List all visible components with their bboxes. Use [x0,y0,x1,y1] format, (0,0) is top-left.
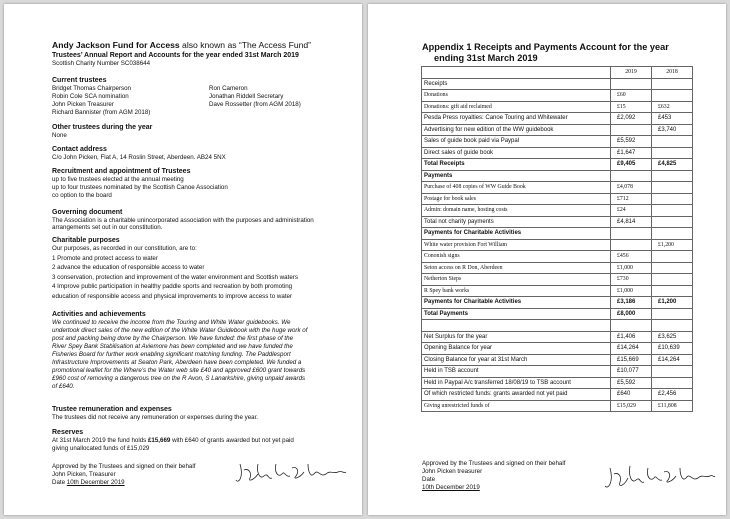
other-trustees-heading: Other trustees during the year [52,124,153,131]
value-2018: £3,740 [652,124,693,136]
table-row [422,113,693,125]
value-2018 [652,136,693,148]
table-row [422,377,693,389]
value-2019: £9,405 [611,159,652,171]
row-label: Total Payments [422,308,611,320]
table-row [422,170,693,182]
value-2018: £1,200 [652,239,693,251]
remuneration-heading: Trustee remuneration and expenses [52,406,172,413]
row-label: Advertising for new edition of the WW guidebook [422,124,611,136]
table-row [422,343,693,355]
row-label: Closing Balance for year at 31st March [422,354,611,366]
trustee-name: Jonathan Riddell Secretary [209,93,284,100]
reserves-line-2: giving unallocated funds of £15,029 [52,445,150,452]
trustee-name: Bridget Thomas Chairperson [52,85,131,92]
row-label: R Spey bank works [422,285,611,297]
row-label: Sales of guide book paid via Paypal [422,136,611,148]
value-2018: £14,264 [652,354,693,366]
table-row [422,308,693,320]
fund-name: Andy Jackson Fund for Access [52,40,180,50]
value-2018: £1,200 [652,297,693,309]
activities-line: undertook direct sales of the new edition of the White Water Guidebook with the huge work of [52,327,308,334]
row-label: Of which restricted funds: grants awarded not yet paid [422,389,611,401]
table-header-row [422,67,693,79]
value-2019: £2,092 [611,113,652,125]
table-row [422,216,693,228]
handwritten-signature [602,460,717,494]
fund-title [52,40,311,50]
approval-line: Approved by the Trustees and signed on their behalf [422,460,566,467]
value-2019: £5,592 [611,136,652,148]
row-label: Admin: domain name, hosting costs [422,205,611,217]
activities-line: River Spey Bank Stabilisation at Aviemore has been completed and we have funded the [52,343,293,350]
row-label: Total Receipts [422,159,611,171]
value-2019 [611,124,652,136]
value-2018 [652,262,693,274]
row-label: Payments [422,170,611,182]
appendix-title-line-1: Appendix 1 Receipts and Payments Account for the year [422,42,669,52]
value-2018: £11,808 [652,400,693,412]
header-label [422,67,611,79]
row-label: Donations: gift aid reclaimed [422,101,611,113]
value-2018: £4,825 [652,159,693,171]
row-label: Postage for book sales [422,193,611,205]
table-row [422,262,693,274]
value-2018: £3,625 [652,331,693,343]
table-row [422,228,693,240]
purpose-line: 1 Promote and protect access to water [52,254,158,262]
value-2018 [652,274,693,286]
purpose-line: 2 advance the education of responsible access to water [52,264,205,271]
reserves-text-start: At 31st March 2019 the fund holds [52,437,148,444]
row-label: Opening Balance for year [422,343,611,355]
row-label: Total not charity payments [422,216,611,228]
value-2019: £60 [611,90,652,102]
row-label: Netherton Steps [422,274,611,286]
governing-line: arrangements set out in our constitution. [52,224,163,231]
value-2019: £8,000 [611,308,652,320]
value-2019: £3,186 [611,297,652,309]
value-2018 [652,251,693,263]
contact-heading: Contact address [52,146,107,153]
table-row [422,320,693,332]
value-2019: £456 [611,251,652,263]
handwritten-signature [234,458,349,488]
value-2019: £4,078 [611,182,652,194]
date-value: 10th December 2019 [422,484,480,491]
value-2019: £24 [611,205,652,217]
value-2018 [652,285,693,297]
table-row [422,400,693,412]
value-2018 [652,377,693,389]
value-2019: £4,814 [611,216,652,228]
value-2019 [611,78,652,90]
table-row [422,182,693,194]
value-2018 [652,366,693,378]
recruitment-line: up to four trustees nominated by the Scottish Canoe Association [52,184,228,191]
receipts-payments-table [421,66,693,412]
value-2019: £712 [611,193,652,205]
table-row [422,147,693,159]
recruitment-line: up to five trustees elected at the annual meeting [52,176,184,183]
row-label [422,320,611,332]
header-2018: 2018 [652,67,693,79]
table-row [422,366,693,378]
date-line [52,479,125,487]
approval-line: John Picken treasurer [422,468,483,475]
table-row [422,159,693,171]
reserves-heading: Reserves [52,429,84,436]
value-2018: £632 [652,101,693,113]
report-title: Trustees’ Annual Report and Accounts for the year ended 31st March 2019 [52,52,299,59]
recruitment-heading: Recruitment and appointment of Trustees [52,168,191,175]
row-label: Cononish signs [422,251,611,263]
row-label: Purchase of 408 copies of WW Guide Book [422,182,611,194]
table-row [422,331,693,343]
value-2019: £1,647 [611,147,652,159]
recruitment-line: co option to the board [52,192,112,199]
table-row [422,274,693,286]
current-trustees-heading: Current trustees [52,77,107,84]
table-row [422,389,693,401]
value-2019: £15,669 [611,354,652,366]
value-2018 [652,90,693,102]
table-row [422,205,693,217]
approval-line: Date [422,476,436,483]
purpose-line: Our purposes, as recorded in our constitution, are to: [52,245,197,252]
reserves-line-1 [52,437,294,445]
trustee-name: Richard Bannister (from AGM 2018) [52,109,151,116]
activities-line: We continued to receive the income from the Touring and White Water guidebooks. We [52,319,291,326]
table-row [422,90,693,102]
row-label: Donations [422,90,611,102]
purposes-heading: Charitable purposes [52,237,120,244]
value-2018 [652,193,693,205]
table-row [422,136,693,148]
row-label: Giving unrestricted funds of [422,400,611,412]
receipts-payments-page [368,4,726,515]
row-label: Seton access on R Don, Aberdeen [422,262,611,274]
table-row [422,297,693,309]
table-row [422,239,693,251]
fund-alias: also known as “The Access Fund” [179,40,312,50]
table-row [422,193,693,205]
value-2018 [652,320,693,332]
value-2019: £5,592 [611,377,652,389]
value-2019: £15 [611,101,652,113]
purpose-line: 3 conservation, protection and improvement of the water environment and Scottish waters [52,273,298,281]
value-2018 [652,308,693,320]
value-2018 [652,228,693,240]
value-2019: £1,000 [611,285,652,297]
value-2019: £640 [611,389,652,401]
date-value: 10th December 2019 [66,479,125,486]
activities-line: Fisheries Board for further work enabling significant matching funding. The Paddlesport [52,351,291,358]
value-2018: £10,639 [652,343,693,355]
activities-line: Infrastructure Improvements at Seaton Park, Aberdeen have been completed. We funded a [52,359,302,366]
value-2018 [652,147,693,159]
row-label: Pesda Press royalties: Canoe Touring and Whitewater [422,113,611,125]
value-2018 [652,216,693,228]
charity-number: Scottish Charity Number SC038644 [52,60,151,67]
remuneration-text: The trustees did not receive any remuneration or expenses during the year. [52,414,259,421]
trustee-name: John Picken Treasurer [52,101,114,108]
trustee-name: Ron Cameron [209,85,248,92]
date-label: Date [52,479,67,486]
reserves-amount: £15,669 [147,437,171,444]
value-2019 [611,239,652,251]
activities-line: £960 cost of removing a dangerous tree on the R Avon, S Lanarkshire, giving unpaid awards [52,375,306,382]
header-2019: 2019 [611,67,652,79]
row-label: Held in TSB account [422,366,611,378]
table-row [422,101,693,113]
value-2019: £1,000 [611,262,652,274]
other-trustees-text: None [52,132,67,139]
value-2019: £15,029 [611,400,652,412]
governing-line: The Association is a charitable unincorporated association with the purposes and administration [52,217,314,224]
purpose-line: 4 Improve public participation in healthy paddle sports and recreation by both promoting [52,283,293,290]
value-2019 [611,170,652,182]
activities-line: post and packing being done by the Chairperson. We have funded: the first phase of the [52,335,294,342]
value-2018 [652,205,693,217]
trustee-name: Dave Rossetter (from AGM 2018) [209,101,301,108]
trustee-name: Robin Cole SCA nomination [52,93,129,100]
table-row [422,251,693,263]
contact-address: C/o John Picken, Flat A, 14 Roslin Street, Aberdeen. AB24 5NX [52,154,226,161]
value-2019: £14,264 [611,343,652,355]
reserves-text-end: with £640 of grants awarded but not yet paid [170,437,294,444]
row-label: Receipts [422,78,611,90]
table-row [422,78,693,90]
value-2018 [652,78,693,90]
value-2019 [611,320,652,332]
row-label: Held in Paypal A/c transferred 18/08/19 to TSB account [422,377,611,389]
row-label: Payments for Charitable Activities [422,228,611,240]
value-2019 [611,228,652,240]
value-2018 [652,182,693,194]
activities-line: of £640. [52,383,75,390]
trustees-report-page [4,4,362,515]
value-2018 [652,170,693,182]
approval-line: John Picken, Treasurer [52,471,116,478]
value-2018: £2,456 [652,389,693,401]
activities-line: promotional leaflet for the Where’s the Water web site £40 and approved £600 grant towards [52,367,306,374]
value-2019: £10,077 [611,366,652,378]
governing-heading: Governing document [52,209,123,216]
value-2019: £1,406 [611,331,652,343]
value-2018: £453 [652,113,693,125]
row-label: Payments for Charitable Activities [422,297,611,309]
appendix-title-line-2: ending 31st March 2019 [434,53,538,63]
row-label: Direct sales of guide book [422,147,611,159]
table-row [422,285,693,297]
approval-line: Approved by the Trustees and signed on their behalf [52,463,196,470]
table-row [422,354,693,366]
activities-heading: Activities and achievements [52,311,146,318]
row-label: Net Surplus for the year [422,331,611,343]
table-row [422,124,693,136]
value-2019: £730 [611,274,652,286]
purpose-line: education of responsible access and physical improvements to improve access to water [52,292,293,300]
row-label: White water provision Fort William [422,239,611,251]
